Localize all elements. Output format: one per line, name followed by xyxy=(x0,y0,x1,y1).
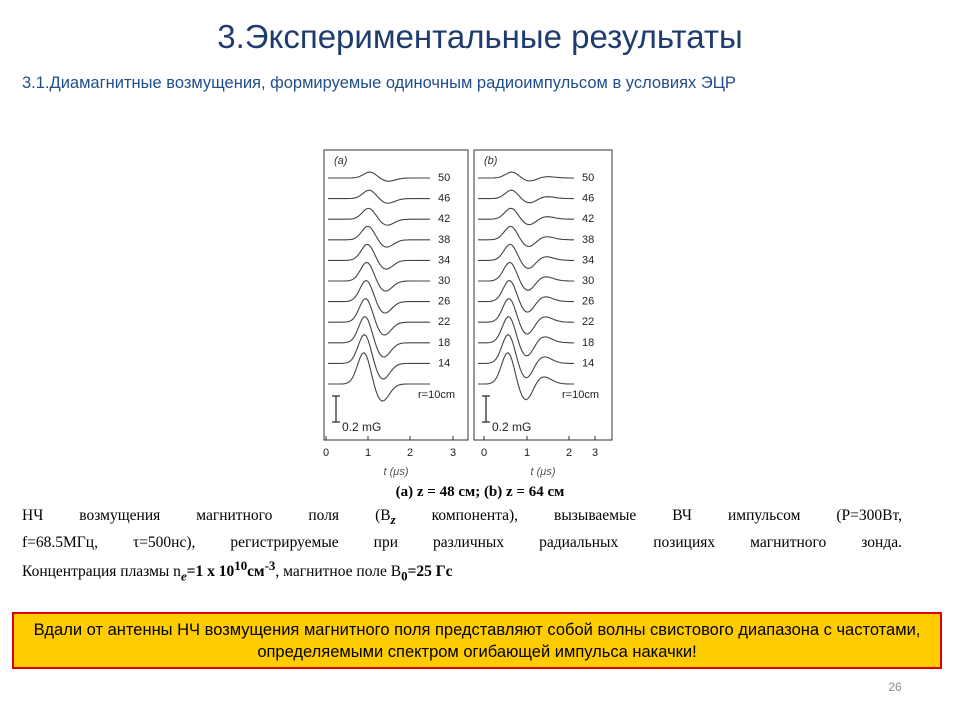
page-number: 26 xyxy=(888,680,902,694)
waveform-trace xyxy=(478,226,574,246)
x-tick-label: 0 xyxy=(322,447,330,459)
waveform-trace xyxy=(328,244,430,269)
waveform-trace xyxy=(478,190,574,203)
conclusion-callout: Вдали от антенны НЧ возмущения магнитного поля представляют собой волны свистового диапазона с частотами, определяемыми спектром огибающей импульса накачки! xyxy=(12,612,942,669)
description-line-3: Концентрация плазмы $n_e=1$ x $10^{10}см^{-3}$, магнитное поле $B_0=25$ Гс xyxy=(22,558,453,584)
waveform-trace xyxy=(328,317,430,357)
waveform-trace xyxy=(478,299,574,334)
x-tick-label: 0 xyxy=(480,447,488,459)
waveform-trace xyxy=(328,335,430,379)
r-value-label: 46 xyxy=(438,192,451,205)
r-value-label: 14 xyxy=(582,357,595,370)
figure-caption: (a) z = 48 см; (b) z = 64 см xyxy=(395,484,565,500)
waveform-figure xyxy=(312,144,622,480)
r-value-label: 38 xyxy=(582,233,595,246)
waveform-trace xyxy=(328,299,430,336)
r-value-label: 50 xyxy=(582,172,595,184)
x-tick-label: 1 xyxy=(364,447,372,459)
waveform-trace xyxy=(328,172,430,181)
waveform-trace xyxy=(328,353,430,401)
r-value-label: 26 xyxy=(582,295,595,308)
r-value-label: 30 xyxy=(582,275,595,287)
r-value-label: 50 xyxy=(438,172,451,184)
r-value-label: 18 xyxy=(582,336,595,349)
description-line-1: НЧ возмущения магнитного поля ($B_z$ компонента), вызываемые ВЧ импульсом (P=300Вт, xyxy=(22,507,902,528)
waveform-trace xyxy=(478,172,574,181)
r-value-label: 46 xyxy=(582,192,595,205)
waveform-trace xyxy=(328,190,430,203)
r-value-label: 22 xyxy=(582,316,595,329)
waveform-trace xyxy=(478,281,574,313)
r-value-label: 42 xyxy=(438,213,451,226)
waveform-trace xyxy=(478,317,574,356)
r-value-label: 42 xyxy=(582,213,595,226)
x-axis-label: t (μs) xyxy=(383,466,409,478)
waveform-trace xyxy=(478,208,574,224)
r-first-label: r=10cm xyxy=(562,389,599,401)
x-tick-label: 2 xyxy=(565,447,573,459)
x-tick-label: 3 xyxy=(449,447,457,459)
waveform-trace xyxy=(328,208,430,225)
x-tick-label: 2 xyxy=(406,447,414,459)
waveform-trace xyxy=(328,226,430,247)
waveform-trace xyxy=(328,263,430,292)
r-value-label: 38 xyxy=(438,233,451,246)
figure-description xyxy=(22,504,902,587)
r-first-label: r=10cm xyxy=(418,389,455,401)
panel-label: (b) xyxy=(484,155,498,167)
scale-bar-label: 0.2 mG xyxy=(342,420,382,434)
waveform-figure-svg xyxy=(312,144,622,480)
waveform-trace xyxy=(478,244,574,268)
panel-label: (a) xyxy=(334,155,348,167)
r-value-label: 18 xyxy=(438,336,451,349)
r-value-label: 22 xyxy=(438,316,451,329)
waveform-trace xyxy=(478,262,574,290)
r-value-label: 34 xyxy=(438,254,451,267)
r-value-label: 34 xyxy=(582,254,595,267)
x-tick-label: 3 xyxy=(591,447,599,459)
r-value-label: 14 xyxy=(438,357,451,370)
x-tick-label: 1 xyxy=(523,447,531,459)
slide-subtitle: 3.1.Диамагнитные возмущения, формируемые одиночным радиоимпульсом в условиях ЭЦР xyxy=(22,74,736,92)
r-value-label: 30 xyxy=(438,275,451,287)
waveform-trace xyxy=(478,353,574,400)
description-line-2: f=68.5МГц, τ=500нс), регистрируемые при различных радиальных позициях магнитного зонда. xyxy=(22,534,902,552)
scale-bar-label: 0.2 mG xyxy=(492,420,532,434)
slide-title: 3.Экспериментальные результаты xyxy=(217,18,743,55)
x-axis-label: t (μs) xyxy=(530,466,556,478)
r-value-label: 26 xyxy=(438,295,451,308)
